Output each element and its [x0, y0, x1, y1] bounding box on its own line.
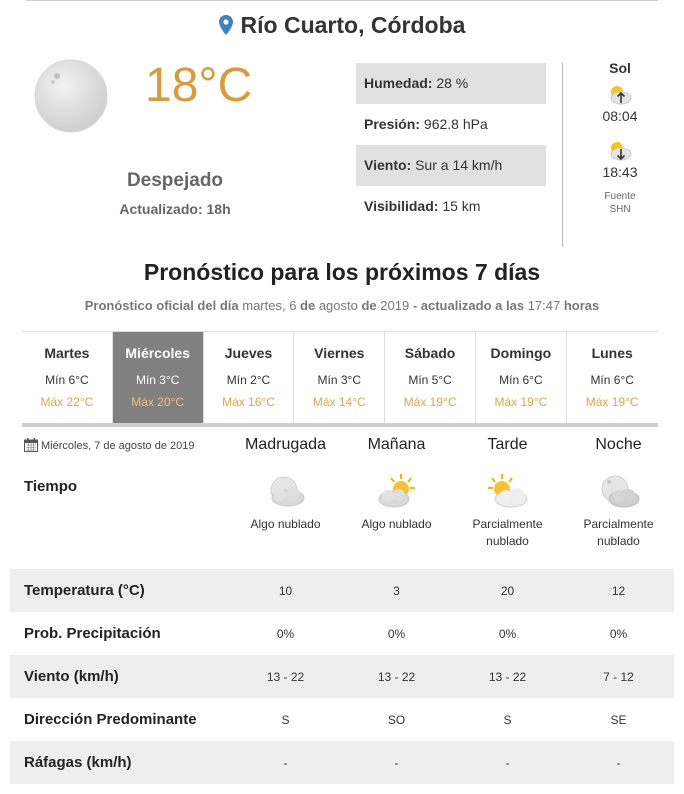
cell-value: S	[281, 712, 290, 727]
visibility-row	[356, 186, 546, 227]
cell-value: SE	[610, 712, 627, 727]
current-temperature: 18°C	[145, 59, 253, 112]
day-name: Domingo	[490, 345, 552, 361]
day-min: Mín 6°C	[45, 373, 89, 387]
row-label: Prob. Precipitación	[24, 625, 161, 642]
tiempo-label: Tiempo	[24, 478, 78, 495]
cell-value: 10	[278, 583, 293, 598]
moon-cloud-icon	[597, 472, 641, 512]
vertical-divider	[562, 63, 563, 247]
sunrise-time: 08:04	[602, 108, 638, 124]
day-max: Máx 19°C	[585, 395, 639, 409]
day-max: Máx 19°C	[403, 395, 457, 409]
day-name: Sábado	[404, 345, 456, 361]
period-madrugada	[230, 436, 341, 550]
day-max: Máx 20°C	[131, 395, 185, 409]
sun-cloud-icon	[375, 472, 419, 512]
day-tab-domingo[interactable]	[476, 332, 567, 424]
day-tabs	[22, 331, 658, 427]
period-description: Algo nublado	[361, 517, 432, 531]
table-row	[10, 698, 674, 741]
subtitle-part: horas	[563, 298, 600, 313]
day-tab-lunes[interactable]	[567, 332, 658, 424]
day-name: Lunes	[591, 345, 633, 361]
cell-value: SO	[387, 712, 406, 727]
period-name: Mañana	[367, 436, 426, 453]
current-condition: Despejado	[126, 170, 224, 191]
day-max: Máx 14°C	[312, 395, 366, 409]
sun-panel	[585, 60, 655, 216]
subtitle-part: 17:47	[524, 298, 564, 313]
wind-row	[356, 145, 546, 186]
period-name: Tarde	[487, 436, 528, 453]
forecast-detail-table	[10, 569, 674, 784]
source-name: SHN	[609, 204, 631, 215]
day-max: Máx 16°C	[222, 395, 275, 409]
sunset-time: 18:43	[602, 164, 638, 180]
cell-value: -	[505, 755, 510, 770]
pressure-value: 962.8 hPa	[423, 116, 488, 132]
source-label: Fuente	[604, 191, 636, 202]
sun-title: Sol	[609, 60, 631, 76]
cell-value: 12	[611, 583, 626, 598]
map-pin-icon	[219, 15, 233, 35]
calendar-icon	[24, 438, 38, 452]
day-name: Viernes	[314, 345, 365, 361]
wind-label: Viento:	[364, 157, 412, 173]
day-min: Mín 2°C	[226, 373, 271, 387]
cell-value: -	[283, 755, 288, 770]
day-max: Máx 22°C	[40, 395, 94, 409]
visibility-value: 15 km	[442, 198, 481, 214]
period-manana	[341, 436, 452, 550]
source-credit	[585, 190, 655, 216]
subtitle-part: 2019	[376, 298, 413, 313]
cell-value: S	[503, 712, 512, 727]
period-noche	[563, 436, 674, 550]
forecast-subtitle	[0, 298, 684, 313]
period-tarde	[452, 436, 563, 550]
table-row	[10, 569, 674, 612]
sunrise-icon	[607, 82, 633, 106]
cell-value: 7 - 12	[603, 669, 634, 684]
table-row	[10, 655, 674, 698]
cell-value: 3	[393, 583, 400, 598]
cell-value: 13 - 22	[377, 669, 416, 684]
detail-date-text: Miércoles, 7 de agosto de 2019	[41, 440, 195, 452]
sun-cloud-icon	[486, 472, 530, 512]
updated-time: Actualizado: 18h	[119, 201, 231, 217]
day-tab-martes[interactable]	[22, 332, 113, 424]
cell-value: 20	[500, 583, 515, 598]
day-tabs-underline	[22, 423, 658, 427]
pressure-row	[356, 104, 546, 145]
period-description: Algo nublado	[250, 517, 321, 531]
day-tab-viernes[interactable]	[294, 332, 385, 424]
period-description: Parcialmente nublado	[472, 517, 543, 548]
subtitle-part: agosto	[315, 298, 362, 313]
current-details	[356, 63, 546, 227]
location-header	[0, 12, 684, 39]
location-name: Río Cuarto, Córdoba	[240, 12, 466, 38]
period-name: Noche	[595, 436, 642, 453]
table-row	[10, 612, 674, 655]
subtitle-part: de	[300, 298, 316, 313]
row-label: Temperatura (°C)	[24, 582, 145, 599]
day-min: Mín 5°C	[408, 373, 452, 387]
row-label: Dirección Predominante	[24, 711, 197, 728]
sunset-icon	[607, 138, 633, 162]
wind-value: Sur a 14 km/h	[415, 157, 503, 173]
cell-value: 13 - 22	[488, 669, 527, 684]
day-min: Mín 6°C	[499, 373, 543, 387]
cell-value: -	[394, 755, 399, 770]
subtitle-part: - actualizado a las	[412, 298, 525, 313]
humidity-row	[356, 63, 546, 104]
day-tab-miercoles[interactable]	[113, 332, 204, 424]
detail-date	[24, 438, 195, 452]
day-min: Mín 6°C	[590, 373, 634, 387]
cell-value: 0%	[387, 626, 406, 641]
row-label: Viento (km/h)	[24, 668, 119, 685]
pressure-label: Presión:	[364, 116, 421, 132]
day-name: Martes	[44, 345, 90, 361]
period-name: Madrugada	[245, 436, 326, 453]
cell-value: 0%	[498, 626, 517, 641]
subtitle-part: de	[361, 298, 377, 313]
cell-value: 0%	[609, 626, 628, 641]
cell-value: -	[616, 755, 621, 770]
cell-value: 13 - 22	[266, 669, 305, 684]
period-columns	[230, 436, 674, 550]
humidity-value: 28 %	[436, 75, 469, 91]
subtitle-part: martes, 6	[238, 298, 301, 313]
forecast-title: Pronóstico para los próximos 7 días	[143, 259, 541, 285]
cloud-night-icon	[264, 472, 308, 512]
day-tab-sabado[interactable]	[385, 332, 476, 424]
moon-icon	[33, 58, 109, 134]
day-max: Máx 19°C	[494, 395, 548, 409]
day-name: Jueves	[224, 345, 273, 361]
day-tab-jueves[interactable]	[204, 332, 295, 424]
row-label: Ráfagas (km/h)	[24, 754, 132, 771]
period-description: Parcialmente nublado	[583, 517, 654, 548]
cell-value: 0%	[276, 626, 295, 641]
top-divider	[26, 0, 658, 1]
humidity-label: Humedad:	[364, 75, 433, 91]
table-row	[10, 741, 674, 784]
visibility-label: Visibilidad:	[364, 198, 439, 214]
subtitle-part: Pronóstico oficial del día	[84, 298, 239, 313]
day-name: Miércoles	[125, 345, 190, 361]
day-min: Mín 3°C	[317, 373, 362, 387]
day-min: Mín 3°C	[135, 373, 180, 387]
